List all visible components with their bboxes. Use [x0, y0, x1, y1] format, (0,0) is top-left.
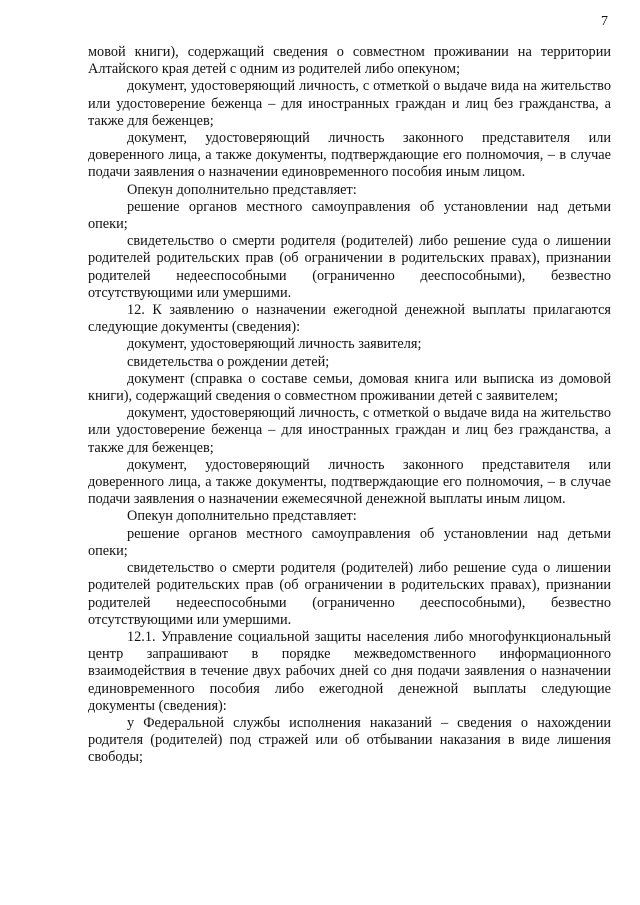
paragraph-death-certificate-2: свидетельство о смерти родителя (родителей) либо решение суда о лишении родителей родительских прав (об ограничении в родительских правах), признании родителей недееспособными (ограниченно дееспособными), безвестно отсутствующими или умершими.	[88, 560, 611, 628]
body-text	[88, 44, 611, 767]
paragraph-family-composition: документ (справка о составе семьи, домовая книга или выписка из домовой книги), содержащий сведения о совместном проживании детей с заявителем;	[88, 370, 611, 405]
paragraph-penitentiary-service: у Федеральной службы исполнения наказаний – сведения о нахождении родителя (родителей) под стражей или об отбывании наказания в виде лишения свободы;	[88, 714, 611, 766]
paragraph-guardian-intro: Опекун дополнительно представляет:	[127, 181, 357, 198]
paragraph-section-12: 12. К заявлению о назначении ежегодной денежной выплаты прилагаются следующие документы (сведения):	[88, 302, 611, 336]
page-number: 7	[601, 14, 608, 29]
paragraph-representative-document-2: документ, удостоверяющий личность законного представителя или доверенного лица, а также документы, подтверждающие его полномочия, – в случае подачи заявления о назначении ежемесячной денежной выплаты иным лицом.	[88, 456, 611, 508]
paragraph-id-document-foreign: документ, удостоверяющий личность, с отметкой о выдаче вида на жительство или удостоверение беженца – для иностранных граждан и лиц без гражданства, а также для беженцев;	[88, 78, 611, 129]
paragraph-death-certificate: свидетельство о смерти родителя (родителей) либо решение суда о лишении родителей родительских прав (об ограничении в родительских правах), признании родителей недееспособными (ограниченно дееспособными), безвестно отсутствующими или умершими.	[88, 233, 611, 301]
paragraph-id-document-foreign-2: документ, удостоверяющий личность, с отметкой о выдаче вида на жительство или удостоверение беженца – для иностранных граждан и лиц без гражданства, а также для беженцев;	[88, 405, 611, 456]
paragraph-guardian-intro-2: Опекун дополнительно представляет:	[127, 508, 357, 525]
paragraph-guardianship-decision-2: решение органов местного самоуправления об установлении над детьми опеки;	[88, 525, 611, 559]
paragraph-guardianship-decision: решение органов местного самоуправления об установлении над детьми опеки;	[88, 198, 611, 233]
paragraph-section-12-1: 12.1. Управление социальной защиты населения либо многофункциональный центр запрашивают в порядке межведомственного информационного взаимодействия в течение двух рабочих дней со дня подачи заявления о назначении единовременного пособия либо ежегодной денежной выплаты следующие документы (сведения):	[88, 628, 611, 714]
paragraph-continuation: мовой книги), содержащий сведения о совместном проживании на территории Алтайского края детей с одним из родителей либо опекуном;	[88, 44, 611, 78]
paragraph-representative-document: документ, удостоверяющий личность законного представителя или доверенного лица, а также документы, подтверждающие его полномочия, – в случае подачи заявления о назначении единовременного пособия иным лицом.	[88, 130, 611, 181]
paragraph-birth-certificates: свидетельства о рождении детей;	[127, 353, 330, 370]
paragraph-applicant-id: документ, удостоверяющий личность заявителя;	[127, 336, 422, 353]
